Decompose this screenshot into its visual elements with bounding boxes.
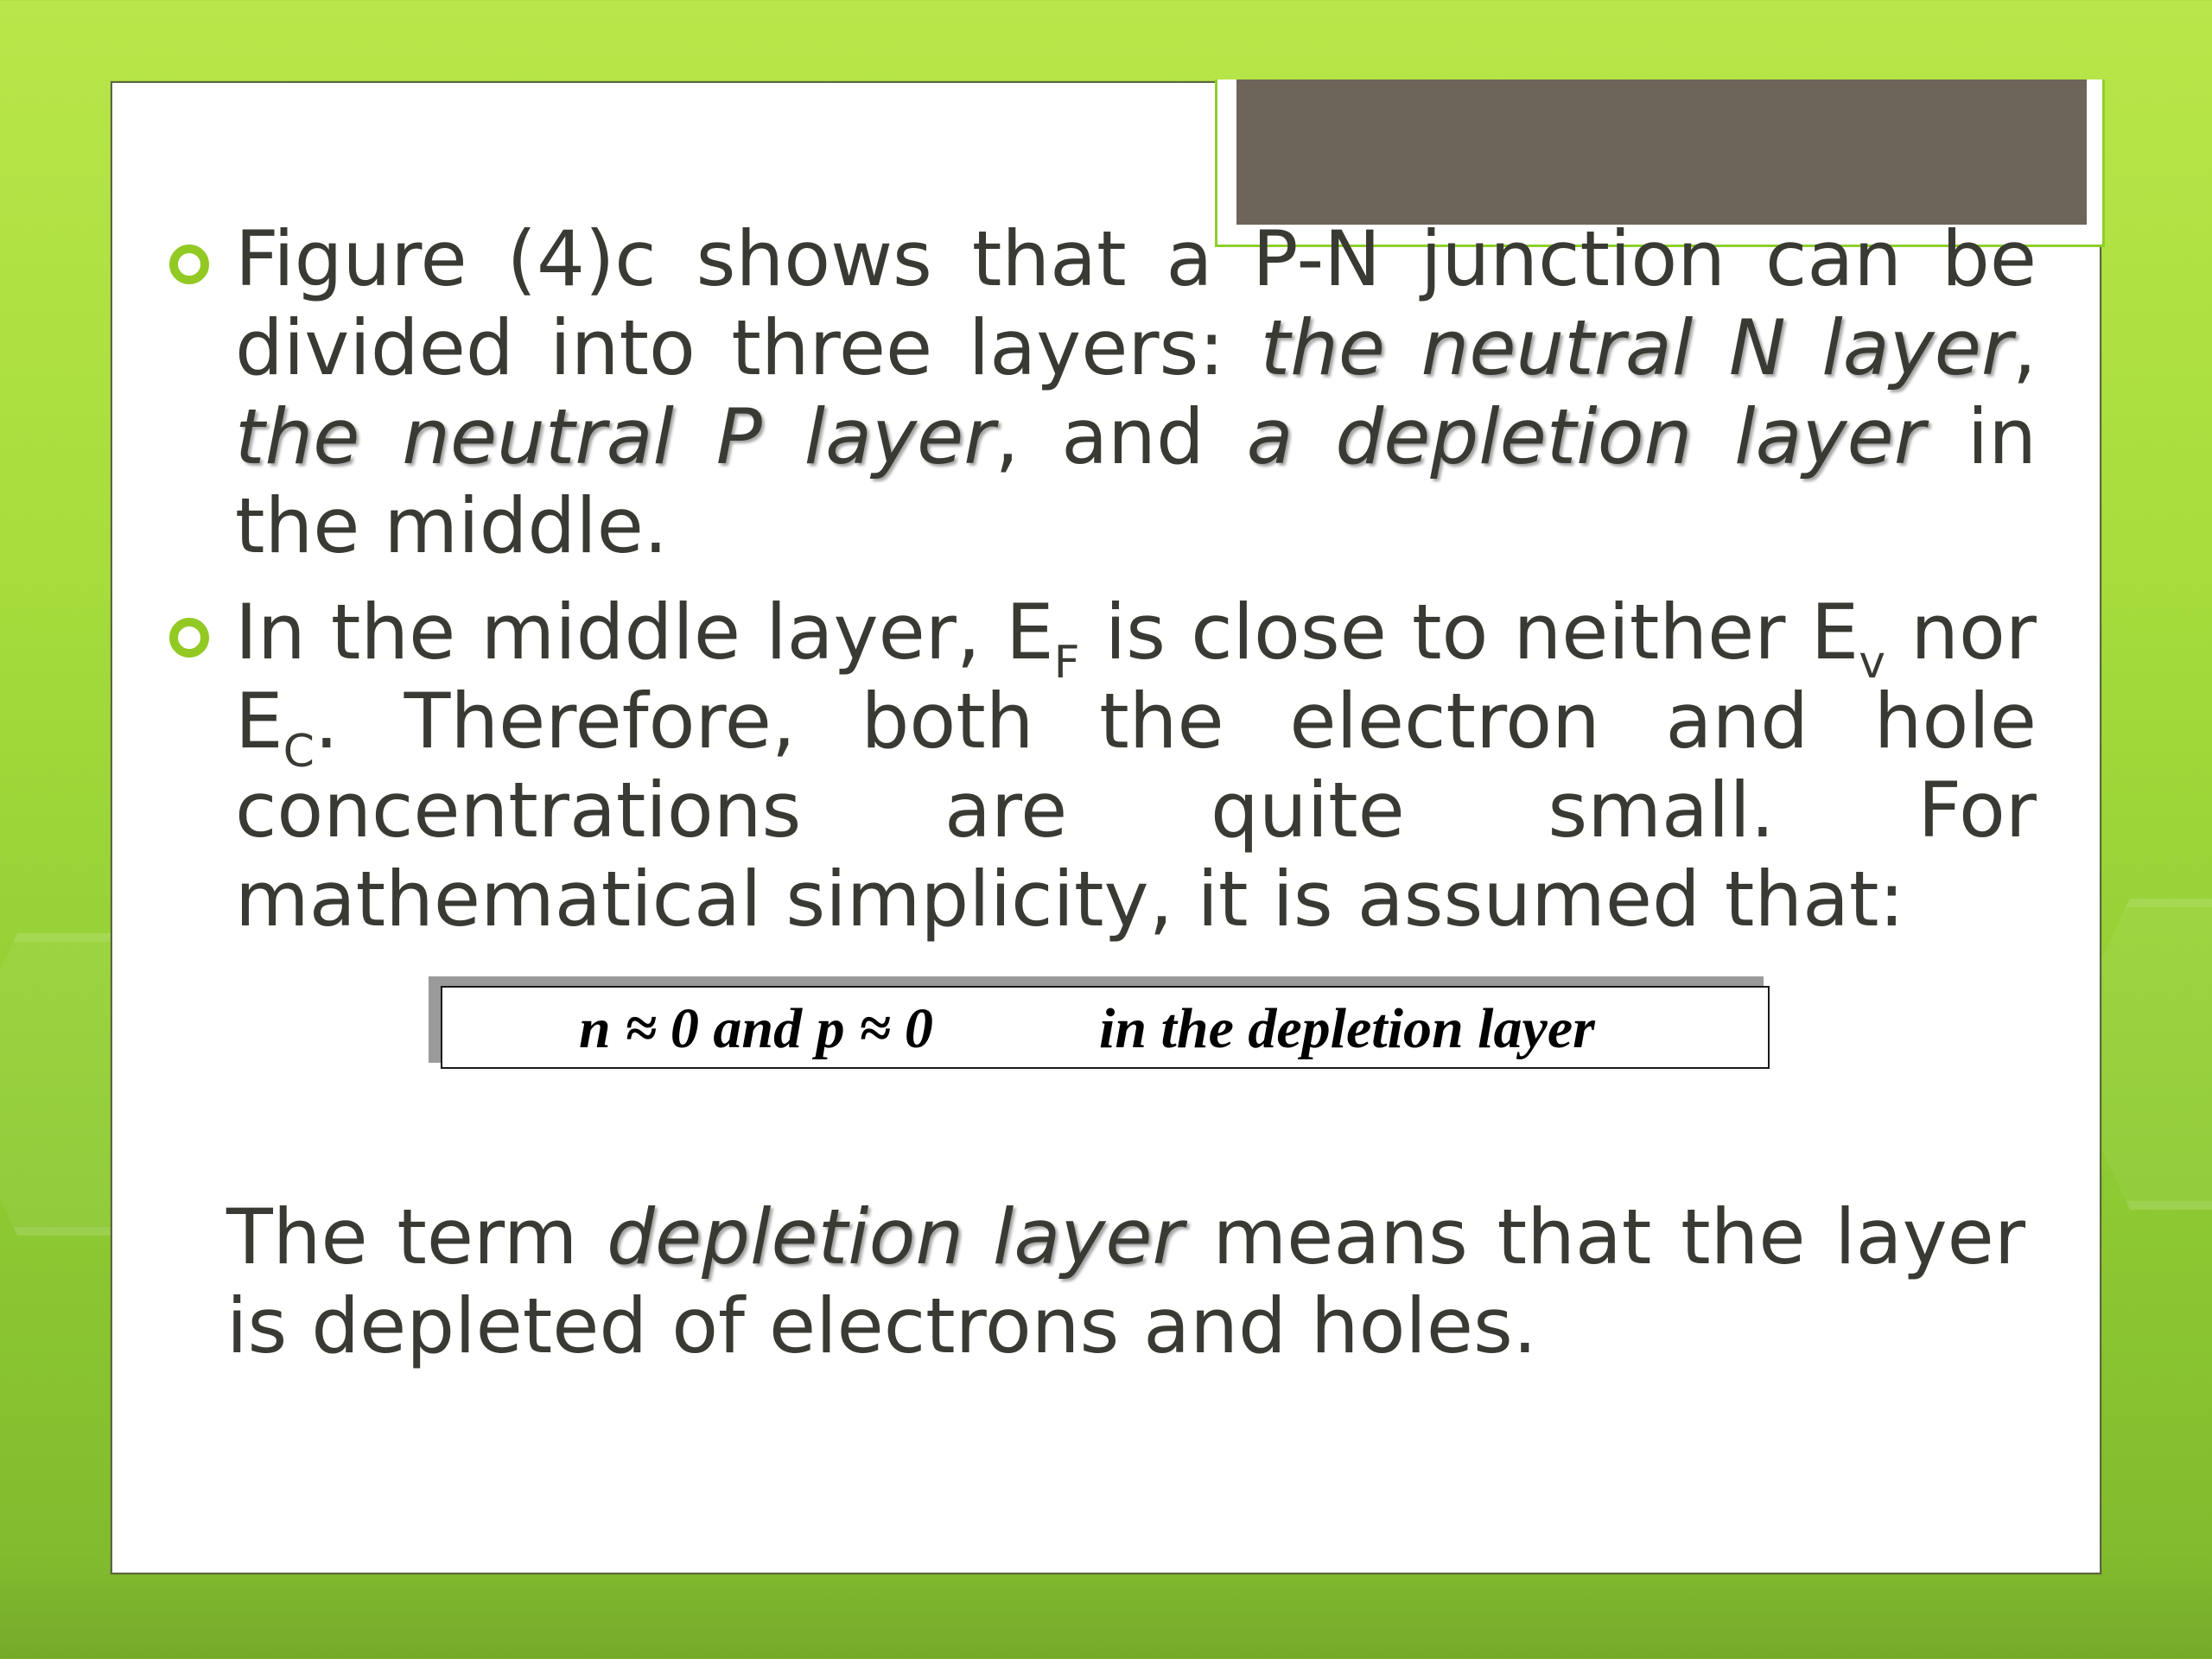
text-segment: Figure (4)c shows that a P-N junction can be divided into three layers:: [235, 214, 2037, 392]
emphasized-text: a depletion layer: [1246, 392, 1925, 481]
subscript-text: v: [1859, 637, 1886, 689]
bullet-paragraph-1: [235, 214, 2037, 570]
bullet-icon: [169, 618, 209, 658]
bullet-paragraph-2: [235, 588, 2037, 944]
text-segment: nor E: [235, 588, 2037, 766]
text-segment: means that the layer is depleted of electrons and holes.: [226, 1192, 2026, 1370]
bullet-icon: [169, 245, 209, 284]
text-segment: . Therefore, both the electron and hole concentrations are quite small. For mathematical simplicity, it is assumed that:: [235, 677, 2037, 944]
text-segment: ,: [2012, 303, 2037, 392]
emphasized-text: the neutral N layer: [1260, 303, 2013, 392]
text-segment: in the middle.: [235, 392, 2037, 570]
equation-box: [441, 986, 1770, 1069]
subscript-text: F: [1053, 637, 1080, 689]
text-segment: is close to neither E: [1079, 588, 1859, 677]
equation-condition: in the depletion layer: [1099, 997, 1595, 1060]
emphasized-text: depletion layer: [607, 1192, 1184, 1281]
closing-paragraph: [226, 1192, 2025, 1370]
text-segment: In the middle layer, E: [235, 588, 1054, 677]
text-segment: , and: [995, 392, 1247, 481]
subscript-text: C: [283, 726, 315, 778]
equation-expression: n ≈ 0 and p ≈ 0: [579, 997, 933, 1060]
emphasized-text: the neutral P layer: [235, 392, 995, 481]
text-segment: The term: [226, 1192, 607, 1281]
